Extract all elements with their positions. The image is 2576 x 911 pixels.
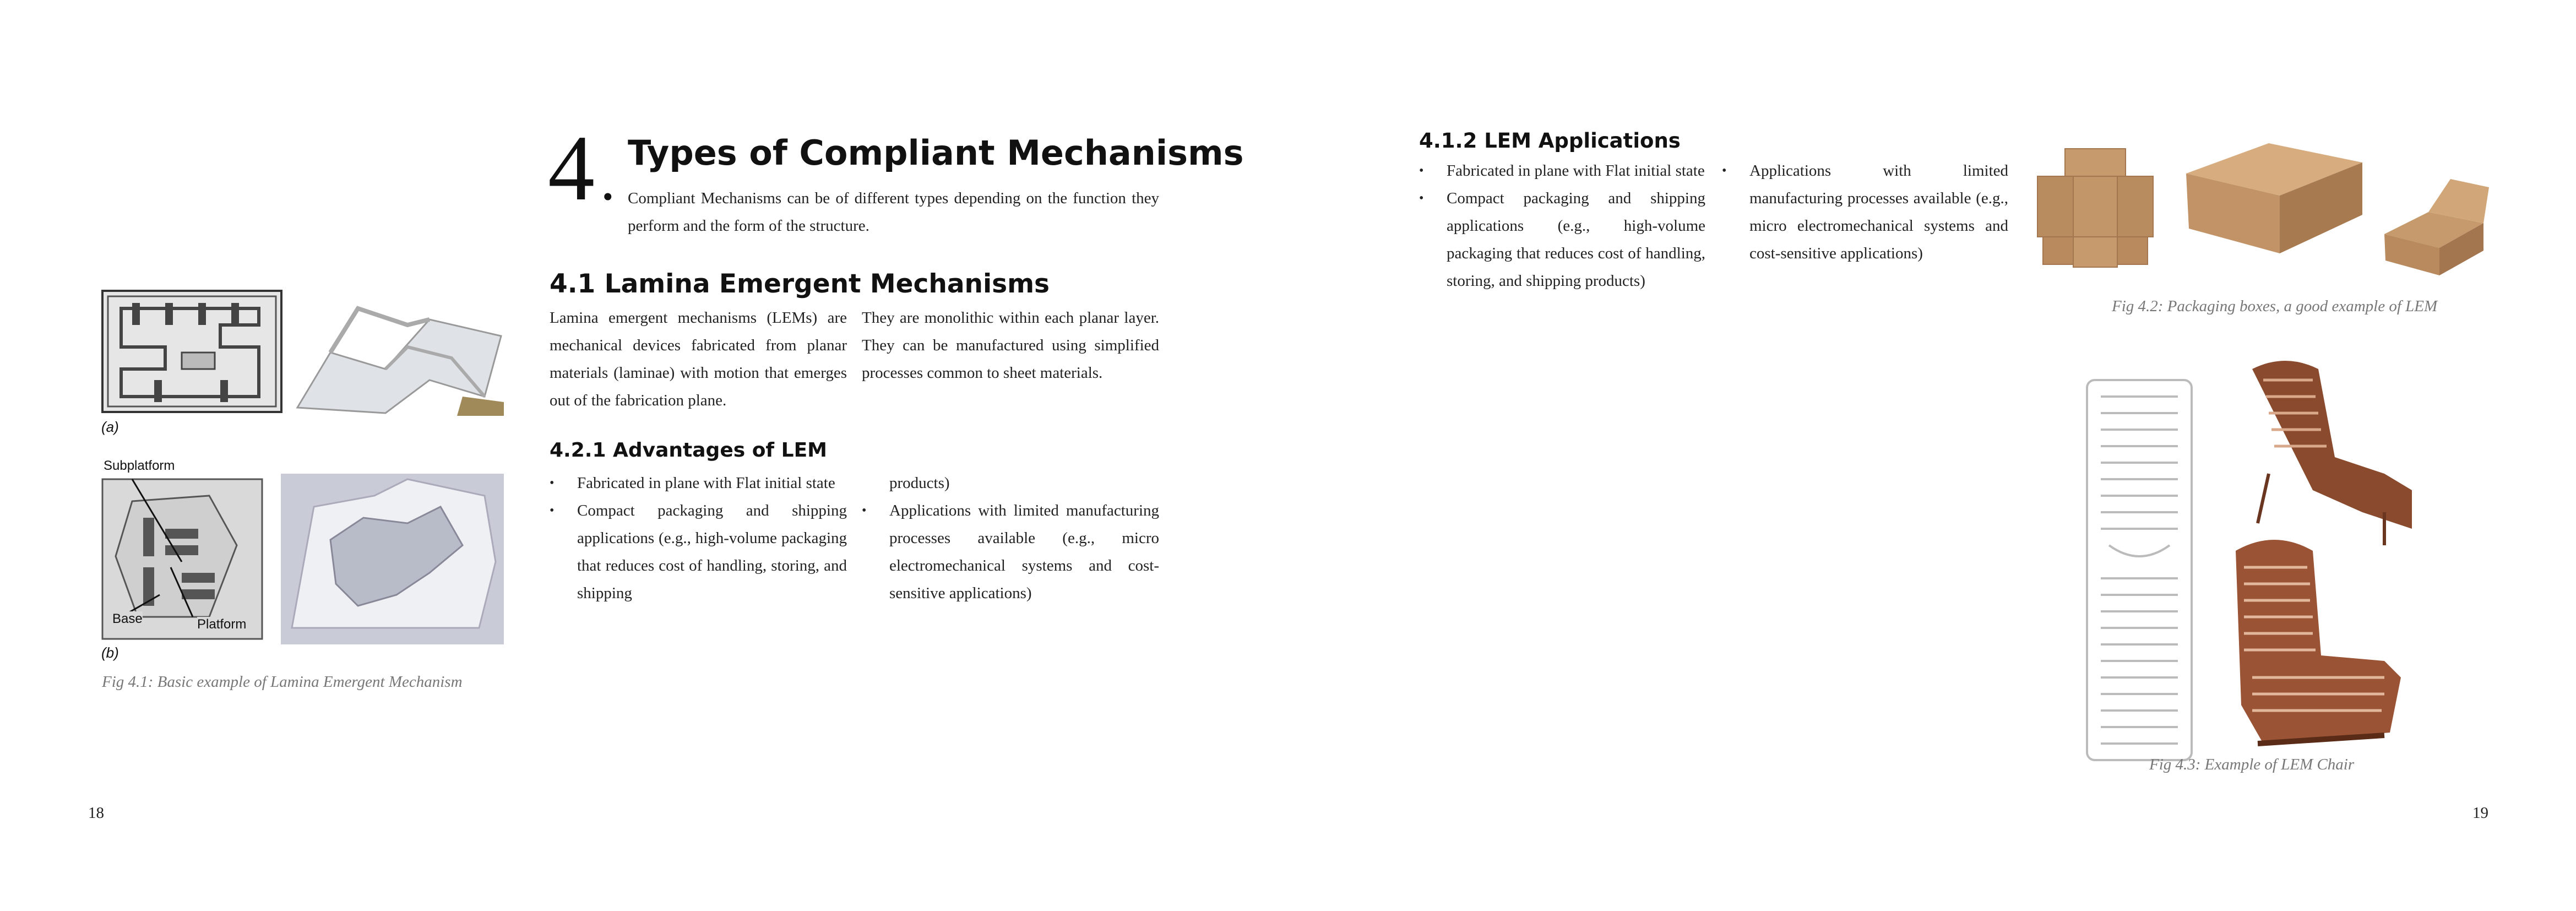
packaging-boxes-graphic: [2032, 140, 2489, 286]
figure-4-1: [99, 286, 507, 672]
figure-label-platform: Platform: [197, 617, 247, 632]
page-number-right: 19: [2472, 804, 2488, 822]
application-item: • Fabricated in plane with Flat initial state: [1419, 157, 1705, 185]
chapter-intro: Compliant Mechanisms can be of different types depending on the function they perform and the form of the structure.: [628, 189, 1159, 235]
chair-bottom: [2236, 540, 2401, 744]
lem-model-photo-b: [281, 474, 504, 644]
advantages-list-col1: [550, 469, 847, 607]
figure-label-base: Base: [112, 611, 143, 626]
figure-label-subplatform: Subplatform: [104, 458, 175, 473]
lem-planar-layout-a: [102, 291, 281, 412]
advantages-list-col2: [862, 497, 1159, 607]
lem-chair-graphic: [2076, 347, 2434, 766]
closed-box: [2186, 143, 2362, 253]
chapter-number: 4: [548, 116, 595, 220]
figure-4-1-graphic: [99, 286, 507, 672]
chapter-dot: .: [600, 145, 616, 213]
application-item: • Compact packaging and shipping applications (e.g., high-volume packaging that reduces cost of handling, storing, and shipping products): [1419, 185, 1705, 295]
chair-flat-pattern: [2087, 380, 2192, 760]
lem-model-photo-a: [292, 286, 504, 416]
application-item: • Applications with limited manufacturing processes available (e.g., micro electromechanical systems and cost-sensitive applications): [1722, 157, 2008, 267]
figure-4-3: [2076, 347, 2434, 766]
advantage-item: • Fabricated in plane with Flat initial state: [550, 469, 847, 497]
section-4-1-col2: They are monolithic within each planar layer. They can be manufactured using simplified processes common to sheet materials.: [862, 309, 1159, 382]
open-box: [2384, 179, 2489, 275]
figure-label-a: (a): [101, 419, 119, 435]
section-title-4-1: 4.1 Lamina Emergent Mechanisms: [550, 269, 1050, 299]
page-number-left: 18: [88, 804, 104, 822]
advantages-continuation: products): [889, 474, 950, 492]
figure-4-2-caption: Fig 4.2: Packaging boxes, a good example of LEM: [2112, 297, 2438, 315]
advantage-item: • Applications with limited manufacturing processes available (e.g., micro electromechanical systems and cost-sensitive applications): [862, 497, 1159, 607]
chair-top: [2252, 361, 2412, 545]
figure-4-1-caption: Fig 4.1: Basic example of Lamina Emergent Mechanism: [102, 673, 463, 691]
advantage-item: • Compact packaging and shipping applications (e.g., high-volume packaging that reduces cost of handling, storing, and shipping: [550, 497, 847, 607]
applications-list-col1: [1419, 157, 1705, 295]
section-title-4-1-2: 4.1.2 LEM Applications: [1419, 129, 1681, 153]
chapter-title: Types of Compliant Mechanisms: [628, 133, 1244, 173]
subsection-title-4-2-1: 4.2.1 Advantages of LEM: [550, 439, 827, 462]
figure-4-3-caption: Fig 4.3: Example of LEM Chair: [2149, 756, 2355, 773]
applications-list-col2: [1722, 157, 2008, 267]
section-4-1-col1: Lamina emergent mechanisms (LEMs) are mechanical devices fabricated from planar materials (laminae) with motion that emerges out of the fabrication plane.: [550, 309, 847, 409]
figure-label-b: (b): [101, 644, 119, 661]
box-net: [2037, 149, 2153, 267]
figure-4-2: [2032, 140, 2489, 286]
